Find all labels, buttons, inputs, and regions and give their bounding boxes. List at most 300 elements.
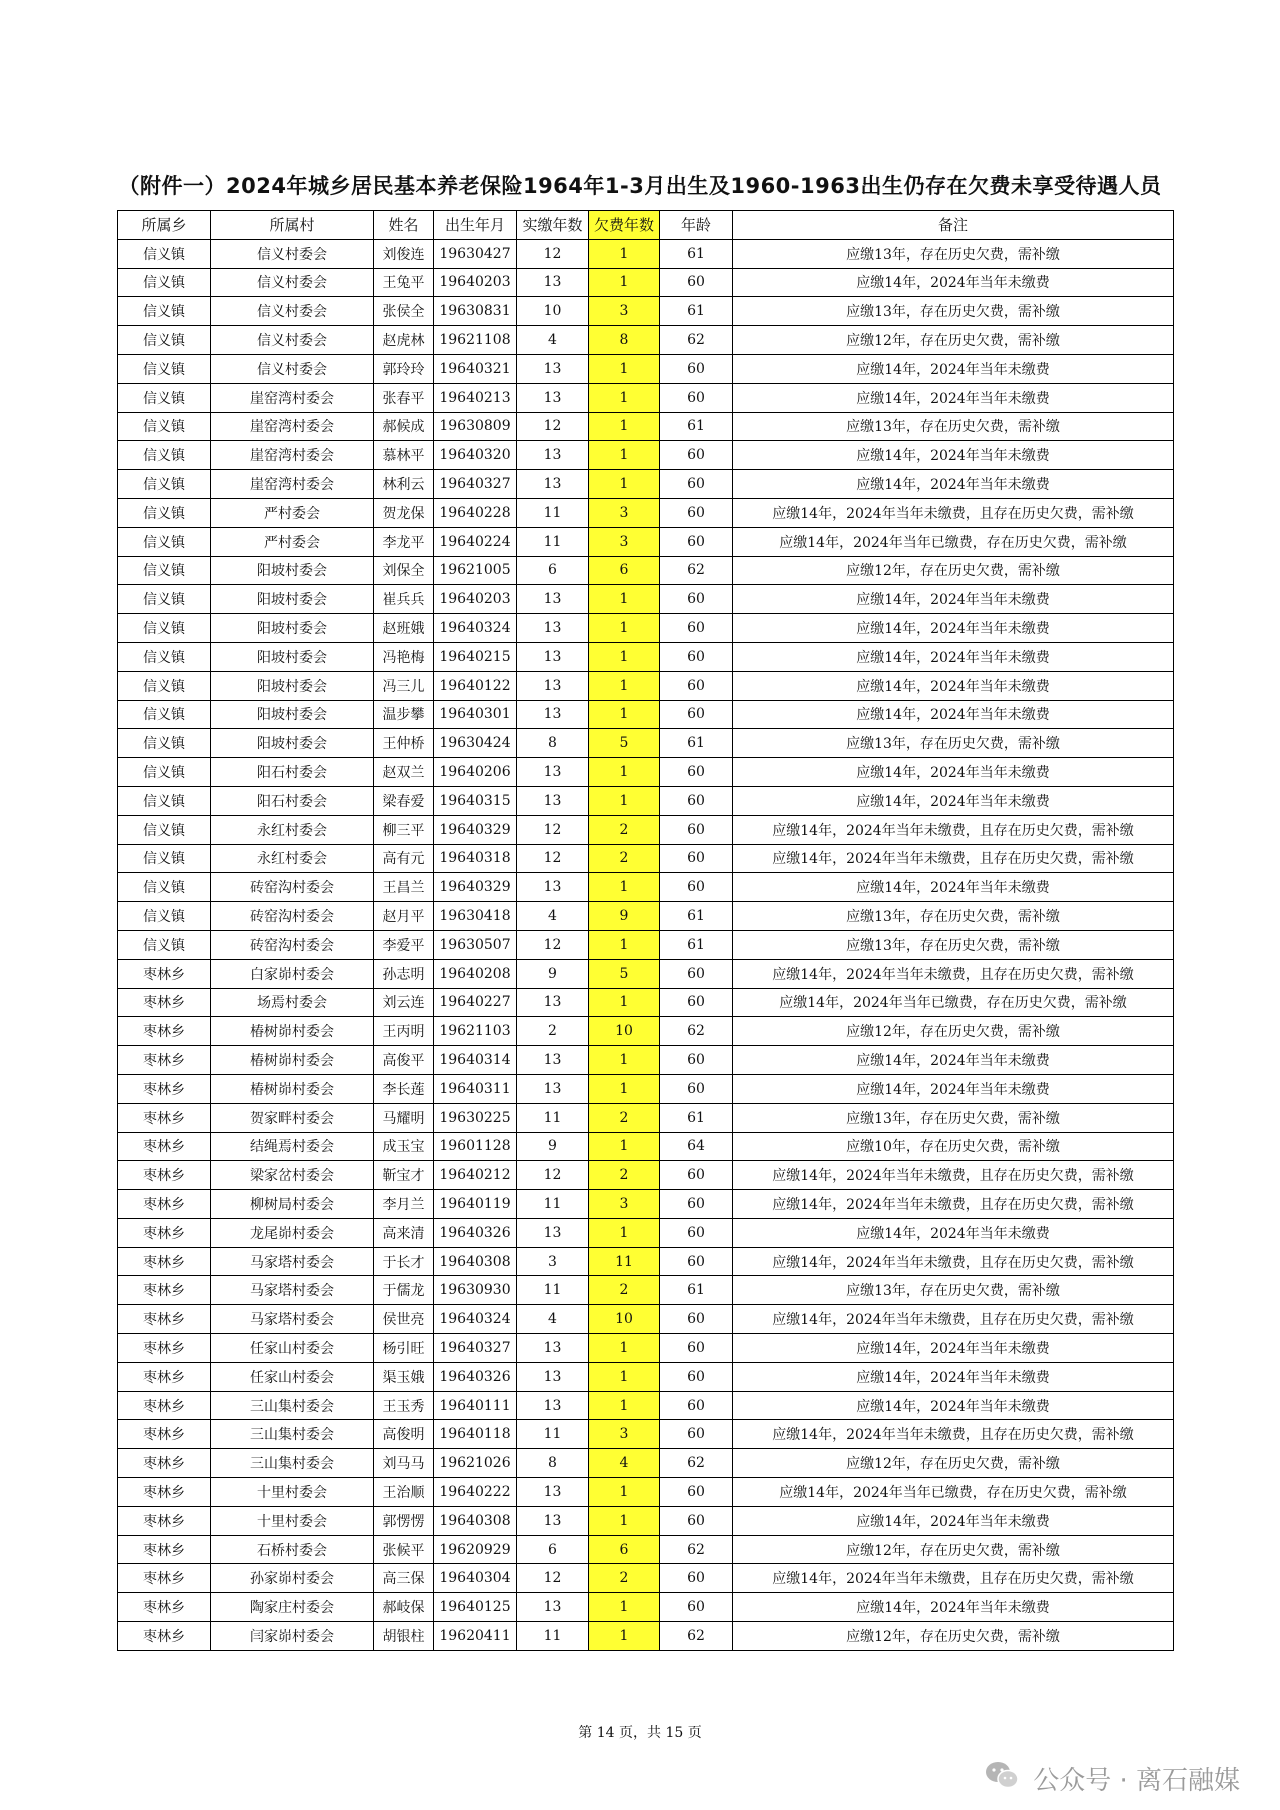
- name-cell: 林利云: [374, 470, 434, 499]
- paid-years-cell: 3: [517, 1247, 589, 1276]
- paid-years-cell: 13: [517, 1506, 589, 1535]
- paid-years-cell: 8: [517, 1449, 589, 1478]
- name-cell: 崔兵兵: [374, 585, 434, 614]
- name-cell: 刘云连: [374, 988, 434, 1017]
- birth-date-cell: 19630427: [434, 239, 517, 268]
- wechat-icon: [985, 1760, 1019, 1797]
- birth-date-cell: 19621103: [434, 1017, 517, 1046]
- owed-years-cell: 2: [589, 1161, 660, 1190]
- table-body: [118, 239, 1174, 1650]
- table-row: [118, 1506, 1174, 1535]
- village-cell: 阳坡村委会: [211, 585, 374, 614]
- paid-years-cell: 11: [517, 527, 589, 556]
- paid-years-cell: 13: [517, 642, 589, 671]
- birth-date-cell: 19640324: [434, 1305, 517, 1334]
- owed-years-cell: 1: [589, 758, 660, 787]
- paid-years-cell: 13: [517, 1046, 589, 1075]
- paid-years-cell: 13: [517, 786, 589, 815]
- table-row: [118, 498, 1174, 527]
- owed-years-cell: 3: [589, 1420, 660, 1449]
- name-cell: 成玉宝: [374, 1132, 434, 1161]
- table-row: [118, 1074, 1174, 1103]
- township-cell: 信义镇: [118, 268, 211, 297]
- owed-years-cell: 1: [589, 700, 660, 729]
- name-cell: 刘俊连: [374, 239, 434, 268]
- village-cell: 阳石村委会: [211, 786, 374, 815]
- name-cell: 郝候成: [374, 412, 434, 441]
- name-cell: 慕林平: [374, 441, 434, 470]
- village-cell: 砖窑沟村委会: [211, 873, 374, 902]
- township-cell: 信义镇: [118, 441, 211, 470]
- village-cell: 梁家岔村委会: [211, 1161, 374, 1190]
- owed-years-cell: 1: [589, 441, 660, 470]
- township-cell: 信义镇: [118, 786, 211, 815]
- village-cell: 三山集村委会: [211, 1420, 374, 1449]
- paid-years-cell: 4: [517, 902, 589, 931]
- paid-years-cell: 9: [517, 1132, 589, 1161]
- birth-date-cell: 19630424: [434, 729, 517, 758]
- age-cell: 60: [660, 1478, 733, 1507]
- village-cell: 砖窑沟村委会: [211, 930, 374, 959]
- township-cell: 枣林乡: [118, 1132, 211, 1161]
- remarks-cell: 应缴13年，存在历史欠费，需补缴: [733, 930, 1174, 959]
- owed-years-cell: 8: [589, 326, 660, 355]
- table-row: [118, 412, 1174, 441]
- table-row: [118, 1535, 1174, 1564]
- age-cell: 60: [660, 671, 733, 700]
- remarks-cell: 应缴14年，2024年当年未缴费: [733, 1362, 1174, 1391]
- village-cell: 阳石村委会: [211, 758, 374, 787]
- birth-date-cell: 19630809: [434, 412, 517, 441]
- paid-years-cell: 13: [517, 988, 589, 1017]
- owed-years-cell: 1: [589, 412, 660, 441]
- township-cell: 信义镇: [118, 498, 211, 527]
- owed-years-cell: 10: [589, 1017, 660, 1046]
- age-cell: 62: [660, 1017, 733, 1046]
- name-cell: 王昌兰: [374, 873, 434, 902]
- paid-years-cell: 12: [517, 1161, 589, 1190]
- table-row: [118, 1449, 1174, 1478]
- owed-years-cell: 1: [589, 239, 660, 268]
- owed-years-cell: 5: [589, 729, 660, 758]
- township-cell: 枣林乡: [118, 1334, 211, 1363]
- name-cell: 于长才: [374, 1247, 434, 1276]
- owed-years-cell: 9: [589, 902, 660, 931]
- name-cell: 温步攀: [374, 700, 434, 729]
- birth-date-cell: 19640304: [434, 1564, 517, 1593]
- age-cell: 60: [660, 1218, 733, 1247]
- village-cell: 信义村委会: [211, 354, 374, 383]
- village-cell: 崖窑湾村委会: [211, 441, 374, 470]
- township-cell: 信义镇: [118, 556, 211, 585]
- owed-years-cell: 1: [589, 1622, 660, 1651]
- remarks-cell: 应缴14年，2024年当年未缴费: [733, 383, 1174, 412]
- township-cell: 枣林乡: [118, 1190, 211, 1219]
- header-township: 所属乡: [118, 211, 211, 240]
- table-row: [118, 988, 1174, 1017]
- paid-years-cell: 12: [517, 412, 589, 441]
- remarks-cell: 应缴14年，2024年当年未缴费: [733, 1074, 1174, 1103]
- birth-date-cell: 19640315: [434, 786, 517, 815]
- name-cell: 李长莲: [374, 1074, 434, 1103]
- township-cell: 枣林乡: [118, 1506, 211, 1535]
- table-row: [118, 930, 1174, 959]
- owed-years-cell: 1: [589, 1478, 660, 1507]
- birth-date-cell: 19640320: [434, 441, 517, 470]
- owed-years-cell: 1: [589, 354, 660, 383]
- age-cell: 64: [660, 1132, 733, 1161]
- remarks-cell: 应缴12年，存在历史欠费，需补缴: [733, 556, 1174, 585]
- paid-years-cell: 13: [517, 268, 589, 297]
- birth-date-cell: 19630507: [434, 930, 517, 959]
- paid-years-cell: 13: [517, 470, 589, 499]
- owed-years-cell: 1: [589, 1074, 660, 1103]
- remarks-cell: 应缴14年，2024年当年未缴费: [733, 268, 1174, 297]
- paid-years-cell: 12: [517, 239, 589, 268]
- remarks-cell: 应缴14年，2024年当年未缴费，且存在历史欠费，需补缴: [733, 1305, 1174, 1334]
- paid-years-cell: 13: [517, 671, 589, 700]
- birth-date-cell: 19621026: [434, 1449, 517, 1478]
- township-cell: 信义镇: [118, 815, 211, 844]
- birth-date-cell: 19640212: [434, 1161, 517, 1190]
- paid-years-cell: 11: [517, 1190, 589, 1219]
- paid-years-cell: 11: [517, 498, 589, 527]
- birth-date-cell: 19630225: [434, 1103, 517, 1132]
- table-row: [118, 1564, 1174, 1593]
- paid-years-cell: 13: [517, 758, 589, 787]
- header-age: 年龄: [660, 211, 733, 240]
- name-cell: 于儒龙: [374, 1276, 434, 1305]
- remarks-cell: 应缴13年，存在历史欠费，需补缴: [733, 297, 1174, 326]
- name-cell: 郭愣愣: [374, 1506, 434, 1535]
- table-row: [118, 614, 1174, 643]
- owed-years-cell: 2: [589, 1276, 660, 1305]
- paid-years-cell: 13: [517, 873, 589, 902]
- township-cell: 枣林乡: [118, 959, 211, 988]
- township-cell: 枣林乡: [118, 988, 211, 1017]
- village-cell: 马家塔村委会: [211, 1247, 374, 1276]
- paid-years-cell: 12: [517, 930, 589, 959]
- village-cell: 阳坡村委会: [211, 729, 374, 758]
- remarks-cell: 应缴14年，2024年当年未缴费，且存在历史欠费，需补缴: [733, 1420, 1174, 1449]
- remarks-cell: 应缴13年，存在历史欠费，需补缴: [733, 239, 1174, 268]
- village-cell: 阳坡村委会: [211, 700, 374, 729]
- township-cell: 信义镇: [118, 470, 211, 499]
- birth-date-cell: 19620929: [434, 1535, 517, 1564]
- township-cell: 枣林乡: [118, 1478, 211, 1507]
- remarks-cell: 应缴12年，存在历史欠费，需补缴: [733, 1017, 1174, 1046]
- village-cell: 阳坡村委会: [211, 556, 374, 585]
- village-cell: 永红村委会: [211, 815, 374, 844]
- age-cell: 60: [660, 470, 733, 499]
- village-cell: 阳坡村委会: [211, 671, 374, 700]
- table-row: [118, 1103, 1174, 1132]
- paid-years-cell: 11: [517, 1420, 589, 1449]
- birth-date-cell: 19640228: [434, 498, 517, 527]
- township-cell: 枣林乡: [118, 1391, 211, 1420]
- birth-date-cell: 19640301: [434, 700, 517, 729]
- remarks-cell: 应缴14年，2024年当年未缴费: [733, 873, 1174, 902]
- name-cell: 赵双兰: [374, 758, 434, 787]
- remarks-cell: 应缴13年，存在历史欠费，需补缴: [733, 412, 1174, 441]
- village-cell: 任家山村委会: [211, 1362, 374, 1391]
- age-cell: 60: [660, 441, 733, 470]
- remarks-cell: 应缴10年，存在历史欠费，需补缴: [733, 1132, 1174, 1161]
- village-cell: 场焉村委会: [211, 988, 374, 1017]
- name-cell: 马耀明: [374, 1103, 434, 1132]
- birth-date-cell: 19640308: [434, 1247, 517, 1276]
- age-cell: 60: [660, 786, 733, 815]
- birth-date-cell: 19630930: [434, 1276, 517, 1305]
- village-cell: 信义村委会: [211, 268, 374, 297]
- remarks-cell: 应缴14年，2024年当年未缴费，且存在历史欠费，需补缴: [733, 498, 1174, 527]
- birth-date-cell: 19620411: [434, 1622, 517, 1651]
- remarks-cell: 应缴14年，2024年当年未缴费: [733, 470, 1174, 499]
- village-cell: 椿树峁村委会: [211, 1074, 374, 1103]
- paid-years-cell: 13: [517, 585, 589, 614]
- birth-date-cell: 19640329: [434, 815, 517, 844]
- township-cell: 信义镇: [118, 844, 211, 873]
- township-cell: 枣林乡: [118, 1161, 211, 1190]
- birth-date-cell: 19640327: [434, 470, 517, 499]
- table-row: [118, 585, 1174, 614]
- remarks-cell: 应缴14年，2024年当年未缴费，且存在历史欠费，需补缴: [733, 815, 1174, 844]
- owed-years-cell: 1: [589, 1593, 660, 1622]
- age-cell: 60: [660, 758, 733, 787]
- township-cell: 信义镇: [118, 527, 211, 556]
- birth-date-cell: 19621005: [434, 556, 517, 585]
- township-cell: 信义镇: [118, 873, 211, 902]
- village-cell: 白家峁村委会: [211, 959, 374, 988]
- owed-years-cell: 2: [589, 1103, 660, 1132]
- remarks-cell: 应缴14年，2024年当年未缴费: [733, 700, 1174, 729]
- owed-years-cell: 3: [589, 1190, 660, 1219]
- birth-date-cell: 19630418: [434, 902, 517, 931]
- paid-years-cell: 9: [517, 959, 589, 988]
- name-cell: 柳三平: [374, 815, 434, 844]
- watermark: [985, 1760, 1240, 1797]
- table-row: [118, 556, 1174, 585]
- township-cell: 信义镇: [118, 729, 211, 758]
- page-footer: 第 14 页，共 15 页: [578, 1725, 702, 1741]
- table-row: [118, 1334, 1174, 1363]
- age-cell: 60: [660, 1074, 733, 1103]
- paid-years-cell: 13: [517, 383, 589, 412]
- birth-date-cell: 19640326: [434, 1218, 517, 1247]
- name-cell: 赵虎林: [374, 326, 434, 355]
- owed-years-cell: 1: [589, 614, 660, 643]
- age-cell: 61: [660, 297, 733, 326]
- table-row: [118, 383, 1174, 412]
- table-row: [118, 1420, 1174, 1449]
- birth-date-cell: 19640215: [434, 642, 517, 671]
- table-row: [118, 1161, 1174, 1190]
- name-cell: 张侯全: [374, 297, 434, 326]
- name-cell: 靳宝才: [374, 1161, 434, 1190]
- birth-date-cell: 19621108: [434, 326, 517, 355]
- age-cell: 60: [660, 585, 733, 614]
- village-cell: 砖窑沟村委会: [211, 902, 374, 931]
- township-cell: 枣林乡: [118, 1247, 211, 1276]
- name-cell: 孙志明: [374, 959, 434, 988]
- owed-years-cell: 2: [589, 815, 660, 844]
- township-cell: 枣林乡: [118, 1218, 211, 1247]
- remarks-cell: 应缴14年，2024年当年未缴费，且存在历史欠费，需补缴: [733, 844, 1174, 873]
- remarks-cell: 应缴13年，存在历史欠费，需补缴: [733, 1276, 1174, 1305]
- paid-years-cell: 12: [517, 815, 589, 844]
- birth-date-cell: 19640203: [434, 268, 517, 297]
- table-row: [118, 873, 1174, 902]
- owed-years-cell: 1: [589, 1391, 660, 1420]
- name-cell: 王玉秀: [374, 1391, 434, 1420]
- header-name: 姓名: [374, 211, 434, 240]
- remarks-cell: 应缴14年，2024年当年未缴费: [733, 1218, 1174, 1247]
- table-row: [118, 642, 1174, 671]
- table-row: [118, 700, 1174, 729]
- owed-years-cell: 10: [589, 1305, 660, 1334]
- name-cell: 梁春爱: [374, 786, 434, 815]
- table-row: [118, 1362, 1174, 1391]
- header-birth-date: 出生年月: [434, 211, 517, 240]
- village-cell: 严村委会: [211, 498, 374, 527]
- paid-years-cell: 13: [517, 1074, 589, 1103]
- remarks-cell: 应缴12年，存在历史欠费，需补缴: [733, 326, 1174, 355]
- township-cell: 信义镇: [118, 930, 211, 959]
- township-cell: 信义镇: [118, 585, 211, 614]
- table-row: [118, 815, 1174, 844]
- paid-years-cell: 13: [517, 614, 589, 643]
- paid-years-cell: 6: [517, 556, 589, 585]
- remarks-cell: 应缴13年，存在历史欠费，需补缴: [733, 729, 1174, 758]
- name-cell: 赵月平: [374, 902, 434, 931]
- village-cell: 十里村委会: [211, 1478, 374, 1507]
- birth-date-cell: 19640227: [434, 988, 517, 1017]
- township-cell: 枣林乡: [118, 1362, 211, 1391]
- name-cell: 胡银柱: [374, 1622, 434, 1651]
- owed-years-cell: 3: [589, 297, 660, 326]
- village-cell: 结绳焉村委会: [211, 1132, 374, 1161]
- owed-years-cell: 1: [589, 383, 660, 412]
- owed-years-cell: 5: [589, 959, 660, 988]
- owed-years-cell: 1: [589, 1334, 660, 1363]
- birth-date-cell: 19601128: [434, 1132, 517, 1161]
- document-title: （附件一）2024年城乡居民基本养老保险1964年1-3月出生及1960-1963出生仍存在欠费未享受待遇人员: [118, 174, 1162, 198]
- village-cell: 闫家峁村委会: [211, 1622, 374, 1651]
- village-cell: 马家塔村委会: [211, 1276, 374, 1305]
- header-paid-years: 实缴年数: [517, 211, 589, 240]
- name-cell: 王兔平: [374, 268, 434, 297]
- age-cell: 60: [660, 1362, 733, 1391]
- remarks-cell: 应缴14年，2024年当年未缴费，且存在历史欠费，需补缴: [733, 1564, 1174, 1593]
- township-cell: 枣林乡: [118, 1622, 211, 1651]
- table-row: [118, 1218, 1174, 1247]
- owed-years-cell: 2: [589, 844, 660, 873]
- paid-years-cell: 4: [517, 1305, 589, 1334]
- remarks-cell: 应缴14年，2024年当年未缴费，且存在历史欠费，需补缴: [733, 1161, 1174, 1190]
- name-cell: 高俊明: [374, 1420, 434, 1449]
- paid-years-cell: 13: [517, 1391, 589, 1420]
- paid-years-cell: 11: [517, 1276, 589, 1305]
- table-row: [118, 729, 1174, 758]
- age-cell: 60: [660, 527, 733, 556]
- village-cell: 龙尾峁村委会: [211, 1218, 374, 1247]
- paid-years-cell: 13: [517, 700, 589, 729]
- table-row: [118, 902, 1174, 931]
- age-cell: 62: [660, 1535, 733, 1564]
- birth-date-cell: 19640324: [434, 614, 517, 643]
- age-cell: 60: [660, 268, 733, 297]
- table-row: [118, 297, 1174, 326]
- age-cell: 61: [660, 239, 733, 268]
- village-cell: 崖窑湾村委会: [211, 383, 374, 412]
- age-cell: 60: [660, 1305, 733, 1334]
- township-cell: 信义镇: [118, 383, 211, 412]
- village-cell: 椿树峁村委会: [211, 1017, 374, 1046]
- village-cell: 柳树局村委会: [211, 1190, 374, 1219]
- name-cell: 张候平: [374, 1535, 434, 1564]
- age-cell: 60: [660, 1391, 733, 1420]
- village-cell: 石桥村委会: [211, 1535, 374, 1564]
- birth-date-cell: 19640329: [434, 873, 517, 902]
- age-cell: 60: [660, 498, 733, 527]
- remarks-cell: 应缴14年，2024年当年未缴费: [733, 758, 1174, 787]
- table-row: [118, 959, 1174, 988]
- remarks-cell: 应缴14年，2024年当年未缴费: [733, 1334, 1174, 1363]
- table-row: [118, 354, 1174, 383]
- village-cell: 严村委会: [211, 527, 374, 556]
- age-cell: 62: [660, 326, 733, 355]
- name-cell: 李爱平: [374, 930, 434, 959]
- paid-years-cell: 10: [517, 297, 589, 326]
- township-cell: 信义镇: [118, 758, 211, 787]
- name-cell: 李月兰: [374, 1190, 434, 1219]
- owed-years-cell: 1: [589, 470, 660, 499]
- owed-years-cell: 1: [589, 1218, 660, 1247]
- owed-years-cell: 1: [589, 671, 660, 700]
- birth-date-cell: 19640222: [434, 1478, 517, 1507]
- age-cell: 60: [660, 642, 733, 671]
- age-cell: 61: [660, 930, 733, 959]
- name-cell: 贺龙保: [374, 498, 434, 527]
- age-cell: 62: [660, 556, 733, 585]
- owed-years-cell: 3: [589, 527, 660, 556]
- remarks-cell: 应缴12年，存在历史欠费，需补缴: [733, 1622, 1174, 1651]
- paid-years-cell: 6: [517, 1535, 589, 1564]
- village-cell: 陶家庄村委会: [211, 1593, 374, 1622]
- owed-years-cell: 6: [589, 1535, 660, 1564]
- owed-years-cell: 1: [589, 1046, 660, 1075]
- name-cell: 高俊平: [374, 1046, 434, 1075]
- township-cell: 信义镇: [118, 412, 211, 441]
- remarks-cell: 应缴14年，2024年当年未缴费: [733, 1391, 1174, 1420]
- paid-years-cell: 13: [517, 1362, 589, 1391]
- watermark-text: 公众号 · 离石融媒: [1033, 1766, 1240, 1796]
- age-cell: 60: [660, 959, 733, 988]
- paid-years-cell: 13: [517, 1593, 589, 1622]
- birth-date-cell: 19640111: [434, 1391, 517, 1420]
- township-cell: 枣林乡: [118, 1276, 211, 1305]
- village-cell: 十里村委会: [211, 1506, 374, 1535]
- village-cell: 永红村委会: [211, 844, 374, 873]
- table-row: [118, 1017, 1174, 1046]
- owed-years-cell: 1: [589, 1362, 660, 1391]
- paid-years-cell: 13: [517, 354, 589, 383]
- table-row: [118, 1391, 1174, 1420]
- paid-years-cell: 13: [517, 441, 589, 470]
- birth-date-cell: 19640311: [434, 1074, 517, 1103]
- name-cell: 高三保: [374, 1564, 434, 1593]
- header-remarks: 备注: [733, 211, 1174, 240]
